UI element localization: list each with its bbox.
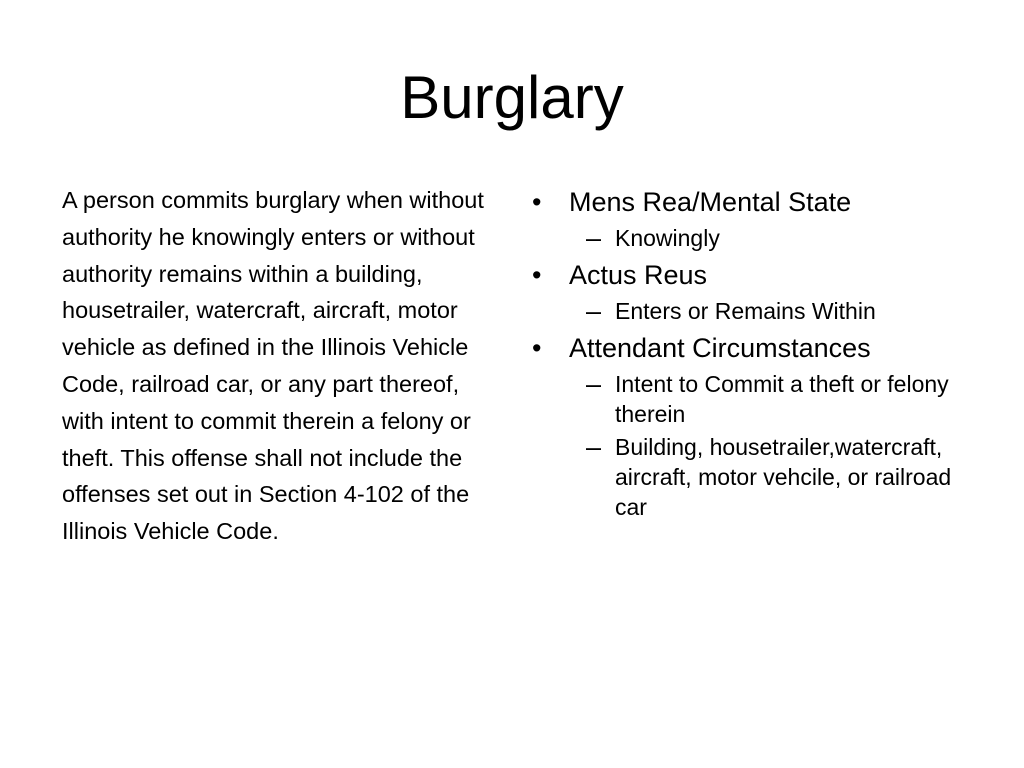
slide-title: Burglary	[400, 64, 624, 131]
sub-list	[569, 296, 970, 326]
bullet-icon: •	[532, 187, 542, 217]
dash-icon: –	[586, 296, 602, 326]
dash-icon: –	[586, 432, 602, 462]
burglary-definition: A person commits burglary when without authority he knowingly enters or without authority remains within a building, housetrailer, watercraft, aircraft, motor vehicle as defined in the Illinois Vehicle Code, railroad car, or any part thereof, with intent to commit therein a felony or theft. This offense shall not include the offenses set out in Section 4-102 of the Illinois Vehicle Code.	[62, 187, 484, 545]
sub-list	[569, 223, 970, 253]
sub-item	[530, 296, 970, 326]
sub-item	[530, 432, 970, 522]
bullet-label: Mens Rea/Mental State	[569, 187, 852, 217]
sub-item-label: Knowingly	[615, 225, 720, 251]
sub-item-label: Building, housetrailer,watercraft, aircraft, motor vehcile, or railroad car	[615, 434, 952, 520]
dash-icon: –	[586, 369, 602, 399]
bullet-item-mens-rea	[530, 184, 970, 253]
elements-list-container	[530, 184, 970, 526]
sub-item	[530, 223, 970, 253]
sub-list	[569, 369, 970, 522]
sub-item-label: Enters or Remains Within	[615, 298, 876, 324]
dash-icon: –	[586, 223, 602, 253]
bullet-item-actus-reus	[530, 257, 970, 326]
bullet-icon: •	[532, 260, 542, 290]
bullet-label: Attendant Circumstances	[569, 333, 871, 363]
sub-item-label: Intent to Commit a theft or felony therein	[615, 371, 949, 427]
elements-list	[530, 184, 970, 522]
bullet-label: Actus Reus	[569, 260, 708, 290]
bullet-item-attendant-circumstances	[530, 330, 970, 522]
bullet-icon: •	[532, 333, 542, 363]
sub-item	[530, 369, 970, 429]
